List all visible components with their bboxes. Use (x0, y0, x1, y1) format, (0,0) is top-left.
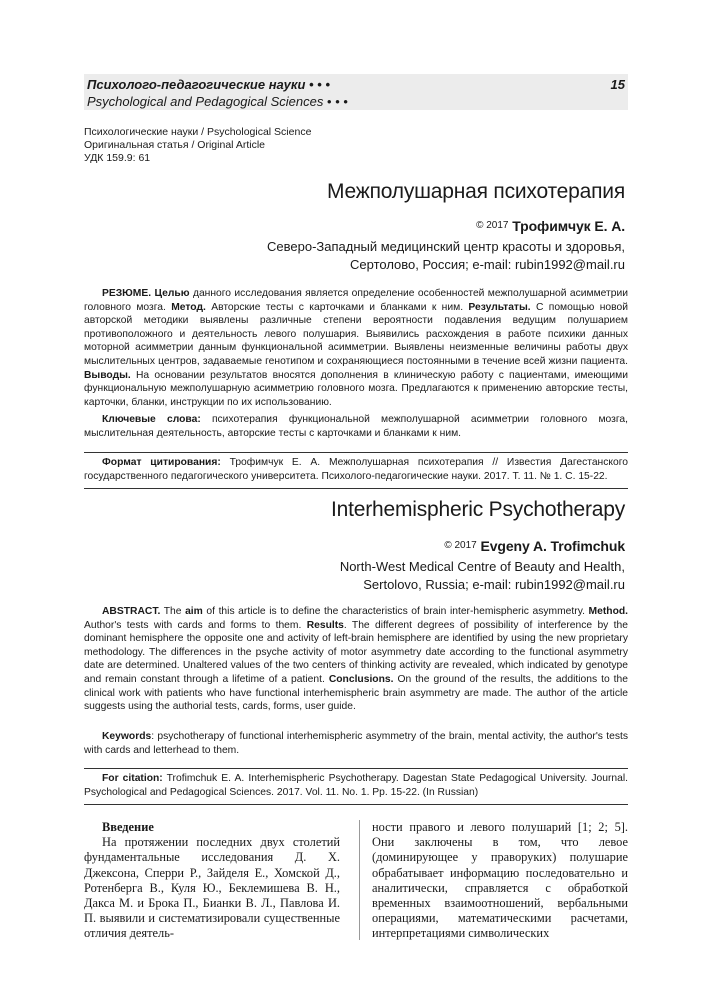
article-title-en: Interhemispheric Psychotherapy (331, 498, 625, 521)
body-text-right: ности правого и левого полушарий [1; 2; 5]. Они заключены в том, что левое (доминирующее у праворуких) полушарие обрабатывает информацию последовательно и аналитически, справляется с обработкой временных взаимоотношений, вербальными операциями, математическими расчетами, интерпретациями символических (372, 820, 628, 941)
aim-label-en: aim (185, 606, 203, 617)
affiliation-ru-line2: Сертолово, Россия; e-mail: rubin1992@mail.ru (350, 257, 625, 272)
keywords-label-ru: Ключевые слова: (102, 414, 201, 425)
citation-text-en: Trofimchuk E. A. Interhemispheric Psychotherapy. Dagestan State Pedagogical University. Journal. Psychological and Pedagogical Sciences. 2017. Vol. 11. No. 1. Pp. 15-22. (In Russian) (84, 773, 628, 798)
results-label-ru: Результаты. (468, 301, 531, 313)
journal-title-ru: Психолого-педагогические науки • • • (87, 77, 330, 92)
keywords-label-en: Keywords (102, 731, 152, 742)
meta-article-type: Оригинальная статья / Original Article (84, 139, 266, 151)
conclusions-text-ru: На основании результатов вносятся дополнения в клиническую работу с пациентами, имеющими функциональную межполушарную асимметрию головного мозга. Предлагаются к применению авторские тесты, карточки, бланки, инструкции по их использованию. (84, 369, 628, 408)
keywords-en (84, 730, 628, 757)
keywords-text-en: : psychotherapy of functional interhemispheric asymmetry of the brain, mental activity, the author's tests with cards and letterhead to them. (84, 731, 628, 756)
method-label-ru: Метод. (171, 301, 206, 313)
affiliation-en-line1: North-West Medical Centre of Beauty and Health, (339, 559, 625, 574)
journal-title-en: Psychological and Pedagogical Sciences • • • (87, 94, 348, 109)
citation-en (84, 772, 628, 799)
column-divider (359, 820, 360, 940)
aim-text-ru: данного исследования является определение особенностей межполушарной асимметрии головного мозга. (84, 288, 628, 313)
keywords-ru (84, 413, 628, 440)
body-column-right (372, 820, 628, 942)
citation-text-ru: Трофимчук Е. А. Межполушарная психотерапия // Известия Дагестанского государственного педагогического университета. Психолого-педагогические науки. 2017. Т. 11. № 1. С. 15-22. (84, 457, 628, 482)
body-column-left (84, 820, 340, 942)
method-text-ru: Авторские тесты с карточками и бланками к ним. (205, 301, 464, 313)
conclusions-text-en: On the ground of the results, the additions to the clinical work with patients who have functional interhemispheric brain asymmetry are made. The author of the article suggests using the authorial tests, cards, forms, user guide. (84, 673, 628, 713)
abstract-label-en: ABSTRACT. (102, 606, 161, 617)
meta-udc: УДК 159.9: 61 (84, 152, 151, 164)
meta-section-type: Психологические науки / Psychological Science (84, 126, 312, 138)
abstract-the-en: The (160, 606, 186, 617)
author-name-en: Evgeny A. Trofimchuk (480, 538, 625, 554)
aim-text-en: of this article is to define the characteristics of brain inter-hemispheric asymmetry. (202, 606, 585, 617)
aim-label-ru: Целью (154, 288, 190, 299)
citation-rule-ru-bottom (84, 488, 628, 489)
citation-label-en: For citation: (102, 773, 163, 784)
affiliation-ru (165, 238, 625, 274)
method-text-en: Author's tests with cards and forms to them. (84, 619, 302, 631)
results-text-ru: С помощью новой авторской методики выявлены различные степени вероятности подавления ведущим полушарием противоположного и деятельность левого полушария. Выявились расхождения в работе психики данных моторной асимметрии данным функциональной асимметрии. Выявлены неизменные величины работы двух мыслительных центров, задаваемые генотипом и сохраняющиеся постоянными в течение всей жизни пациента. (84, 301, 628, 367)
intro-heading: Введение (102, 820, 154, 834)
citation-ru (84, 456, 628, 483)
copyright-en: © 2017 (444, 540, 477, 551)
article-title-ru: Межполушарная психотерапия (326, 180, 625, 203)
abstract-ru (84, 287, 628, 409)
keywords-text-ru: психотерапия функциональной межполушарной асимметрии головного мозга, мыслительная деятельность, авторские тесты с карточками и бланками к ним. (84, 414, 628, 439)
citation-rule-ru (84, 452, 628, 453)
conclusions-label-en: Conclusions. (328, 673, 394, 685)
affiliation-en-line2: Sertolovo, Russia; e-mail: rubin1992@mail.ru (363, 577, 625, 592)
citation-label-ru: Формат цитирования: (102, 457, 221, 468)
author-name-ru: Трофимчук Е. А. (512, 218, 625, 234)
body-text-left: На протяжении последних двух столетий фундаментальные исследования Д. Х. Джексона, Сперри Р., Зайделя Е., Хомской Д., Ротенберга В., Куля Ю., Беклемишева В. Н., Дакса М. и Брока П., Бианки В. Л., Павлова И. П. выявили и систематизировали существенные отличия деятель- (84, 835, 340, 941)
abstract-label-ru: РЕЗЮМЕ. (102, 288, 152, 299)
affiliation-en (165, 558, 625, 594)
citation-rule-en (84, 768, 628, 769)
results-label-en: Results (306, 619, 344, 631)
method-label-en: Method. (588, 606, 629, 617)
copyright-ru: © 2017 (476, 220, 509, 231)
conclusions-label-ru: Выводы. (84, 369, 131, 381)
results-text-en: . The different degrees of possibility of interference by the dominant hemisphere the opposite one and activity of left-brain hemisphere are identified by using the new proprietary methodology. The differences in the psyche activity of motor asymmetry date according to the functional asymmetry date are determined. Unaltered values of the two centers of thinking activity are revealed, which indicated by genotype and remain constant through a lifetime of a patient. (84, 619, 628, 685)
affiliation-ru-line1: Северо-Западный медицинский центр красоты и здоровья, (267, 239, 625, 254)
page-number: 15 (610, 77, 625, 92)
abstract-en (84, 605, 628, 714)
citation-rule-en-bottom (84, 804, 628, 805)
author-line-en (444, 538, 625, 554)
author-line-ru (476, 218, 625, 234)
